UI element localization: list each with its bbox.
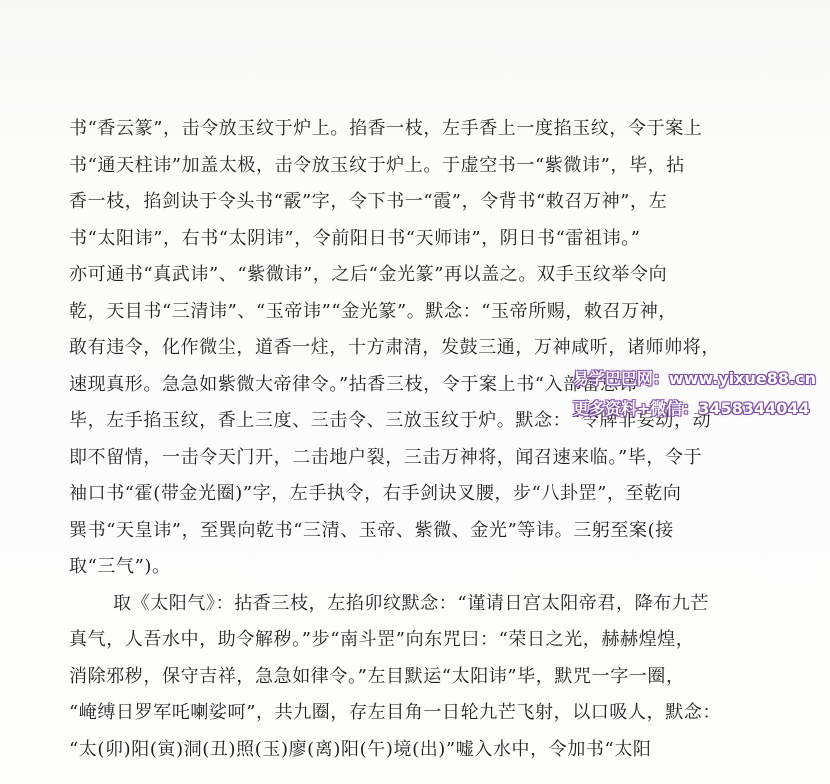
text-line: 书“通天柱讳”加盖太极，击令放玉纹于炉上。于虚空书一“紫微讳”，毕，拈 [69, 154, 685, 176]
text-line: 书“太阳讳”，右书“太阴讳”，令前阳日书“天师讳”，阴日书“雷祖讳。” [69, 227, 641, 249]
text-line: 取“三气”)。 [69, 556, 171, 577]
text-line: 巽书“天皇讳”，至巽向乾书“三清、玉帝、紫微、金光”等讳。三躬至案(接 [69, 519, 674, 541]
body-text [69, 111, 769, 768]
text-line: 袖口书“霍(带金光圈)”字，左手执令，右手剑诀叉腰，步“八卦罡”，至乾向 [69, 483, 682, 504]
text-line: “崦缚日罗军吒喇娑呵”，共九圈，存左目角一日轮九芒飞射，以口吸人，默念： [69, 702, 722, 723]
text-line: 速现真形。急急如紫微大帝律令。”拈香三枝，令于案上书“入部雷总讳” [69, 373, 648, 395]
text-line: 消除邪秽，保守吉祥，急急如律令。”左目默运“太阳讳”毕，默咒一字一圈， [69, 665, 685, 687]
watermark-contact: 更多资料+微信：3458344044 [572, 399, 810, 418]
text-line: 毕，左手掐玉纹，香上三度、三击令、三放玉纹于炉。默念：“令牌非妄动，动 [69, 410, 712, 431]
watermark-site: 易学巴巴网：www.yixue88.cn [572, 369, 816, 388]
text-line: 亦可通书“真武讳”、“紫微讳”，之后“金光篆”再以盖之。双手玉纹举令向 [69, 264, 668, 285]
paragraph-start-line: 取《太阳气》：拈香三枝，左掐卯纹默念：“谨请日宫太阳帝君，降布九芒 [113, 592, 709, 614]
text-line: 敢有违令，化作微尘，道香一炷，十方肃清，发鼓三通，万神咸听，诸师帅将， [69, 337, 720, 358]
text-line: 真气，人吾水中，助令解秽。”步“南斗罡”向东咒曰：“荣日之光，赫赫煌煌， [69, 629, 695, 650]
text-line: 即不留情，一击令天门开，二击地户裂，三击万神将，闻召速来临。”毕，令于 [69, 446, 703, 468]
text-line: 香一枝，掐剑诀于令头书“霰”字，令下书一“霞”，令背书“敕召万神”，左 [69, 191, 668, 212]
text-line: 乾，天目书“三清讳”、“玉帝讳”“金光篆”。默念：“玉帝所赐，敕召万神， [69, 300, 678, 322]
text-line: 书“香云篆”，击令放玉纹于炉上。掐香一枝，左手香上一度掐玉纹，令于案上 [69, 118, 703, 139]
text-line: “太(卯)阳(寅)洞(丑)照(玉)廖(离)阳(午)境(出)”嘘入水中，令加书“太阳 [69, 738, 652, 760]
